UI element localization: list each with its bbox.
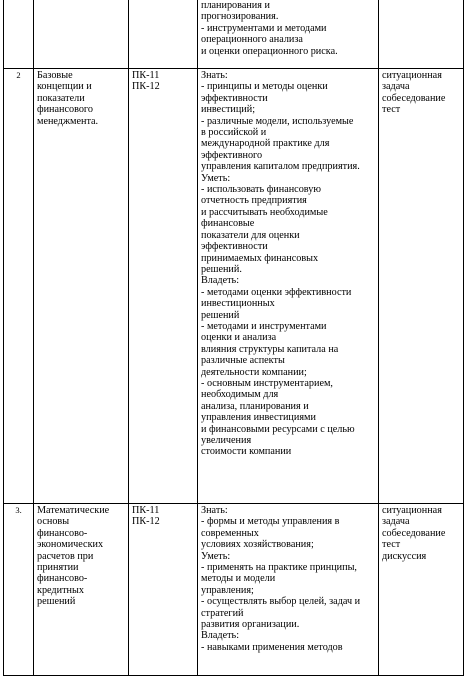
row-number-cell (4, 0, 34, 69)
cell-text-line: Уметь: (201, 172, 231, 184)
cell-text-line: концепции и (37, 81, 92, 93)
cell-text-line: - методами и инструментами (201, 320, 327, 332)
cell-text-line: ПК-12 (132, 81, 160, 93)
cell-text-line: отчетность предприятия (201, 195, 307, 207)
cell-text-line: Базовые (37, 70, 73, 81)
cell-text-line: - инструментами и методами (201, 22, 327, 34)
cell-text-line: - осуществлять выбор целей, задач и (201, 596, 361, 608)
cell-text-line: международной практике для (201, 138, 330, 150)
cell-text-line: инвестиций; (201, 104, 256, 116)
competency-cell (129, 69, 198, 504)
cell-text-line: современных (201, 527, 259, 539)
cell-text-line: управления инвестициями (201, 412, 316, 424)
cell-text-line: дискуссия (382, 550, 427, 562)
results-cell (198, 69, 379, 504)
cell-text-line: принимаемых финансовых (201, 252, 319, 264)
table-row (4, 0, 464, 69)
cell-text-line: необходимым для (201, 389, 279, 401)
cell-text-line: эффективности (201, 241, 268, 253)
cell-text-line: решений (37, 596, 76, 608)
cell-text-line: менеджмента. (37, 115, 99, 127)
cell-text-line: решений. (201, 263, 242, 275)
cell-text-line: управления капиталом предприятия. (201, 161, 360, 173)
competency-table (3, 0, 464, 676)
cell-text-line: ПК-11 (132, 505, 160, 516)
cell-text-line: задача (382, 516, 410, 528)
cell-text-line: ситуационная (382, 505, 442, 516)
cell-text-line: кредитных (37, 584, 84, 596)
evaluation-cell (379, 69, 464, 504)
cell-text-line: стратегий (201, 607, 244, 619)
results-cell (198, 0, 379, 69)
cell-text-line: планирования и (201, 0, 270, 11)
cell-text-line: Уметь: (201, 550, 231, 562)
cell-text-line: Владеть: (201, 275, 240, 287)
cell-text-line: развития организации. (201, 619, 300, 631)
cell-text-line: - методами оценки эффективности (201, 286, 352, 298)
cell-text-line: показатели для оценки (201, 229, 300, 241)
cell-text-line: в российской и (201, 127, 267, 139)
cell-text-line: эффективности (201, 92, 268, 104)
table-row (4, 69, 464, 504)
cell-text-line: - принципы и методы оценки (201, 81, 328, 93)
cell-text-line: основы (37, 516, 70, 528)
cell-text-line: решений (201, 309, 240, 321)
row-number-cell (4, 504, 34, 676)
cell-text-line: ПК-12 (132, 516, 160, 528)
cell-text-line: - основным инструментарием, (201, 377, 333, 389)
cell-text-line: Знать: (201, 70, 228, 81)
competency-cell (129, 504, 198, 676)
cell-text-line: операционного анализа (201, 34, 303, 46)
cell-text-line: и финансовыми ресурсами с целью (201, 423, 355, 435)
cell-text-line: финансово- (37, 527, 88, 539)
evaluation-cell (379, 504, 464, 676)
cell-text-line: - формы и методы управления в (201, 516, 340, 528)
cell-text-line: и рассчитывать необходимые (201, 206, 328, 218)
evaluation-cell (379, 0, 464, 69)
cell-text-line: Знать: (201, 505, 228, 516)
row-number: 2 (16, 70, 21, 80)
cell-text-line: инвестиционных (201, 298, 275, 310)
cell-text-line: Владеть: (201, 630, 240, 642)
cell-text-line: финансового (37, 104, 93, 116)
cell-text-line: ситуационная (382, 70, 442, 81)
cell-text-line: тест (382, 104, 401, 116)
cell-text-line: - различные модели, используемые (201, 115, 354, 127)
cell-text-line: задача (382, 81, 410, 93)
cell-text-line: собеседование (382, 92, 446, 104)
results-cell (198, 504, 379, 676)
cell-text-line: увеличения (201, 435, 252, 446)
row-number: 3. (15, 505, 22, 515)
cell-text-line: деятельности компании; (201, 366, 307, 378)
cell-text-line: и оценки операционного риска. (201, 45, 338, 57)
cell-text-line: - использовать финансовую (201, 184, 321, 196)
cell-text-line: прогнозирования. (201, 11, 279, 23)
cell-text-line: различные аспекты (201, 355, 285, 367)
theme-cell (34, 504, 129, 676)
row-number-cell (4, 69, 34, 504)
cell-text-line: методы и модели (201, 573, 276, 585)
cell-text-line: стоимости компании (201, 446, 292, 458)
cell-text-line: экономических (37, 539, 104, 551)
cell-text-line: эффективного (201, 149, 263, 161)
theme-cell (34, 0, 129, 69)
cell-text-line: влияния структуры капитала на (201, 343, 339, 355)
cell-text-line: показатели (37, 92, 85, 104)
cell-text-line: финансовые (201, 218, 255, 230)
cell-text-line: - навыками применения методов (201, 641, 343, 653)
cell-text-line: управления; (201, 584, 254, 596)
cell-text-line: условиях хозяйствования; (201, 539, 314, 551)
cell-text-line: тест (382, 539, 401, 551)
competency-cell (129, 0, 198, 69)
cell-text-line: финансово- (37, 573, 88, 585)
table-row (4, 504, 464, 676)
cell-text-line: - применять на практике принципы, (201, 562, 357, 574)
cell-text-line: принятии (37, 562, 79, 574)
cell-text-line: собеседование (382, 527, 446, 539)
cell-text-line: Математические (37, 505, 110, 516)
cell-text-line: оценки и анализа (201, 332, 277, 344)
cell-text-line: расчетов при (37, 550, 94, 562)
theme-cell (34, 69, 129, 504)
cell-text-line: анализа, планирования и (201, 400, 309, 412)
cell-text-line: ПК-11 (132, 70, 160, 81)
